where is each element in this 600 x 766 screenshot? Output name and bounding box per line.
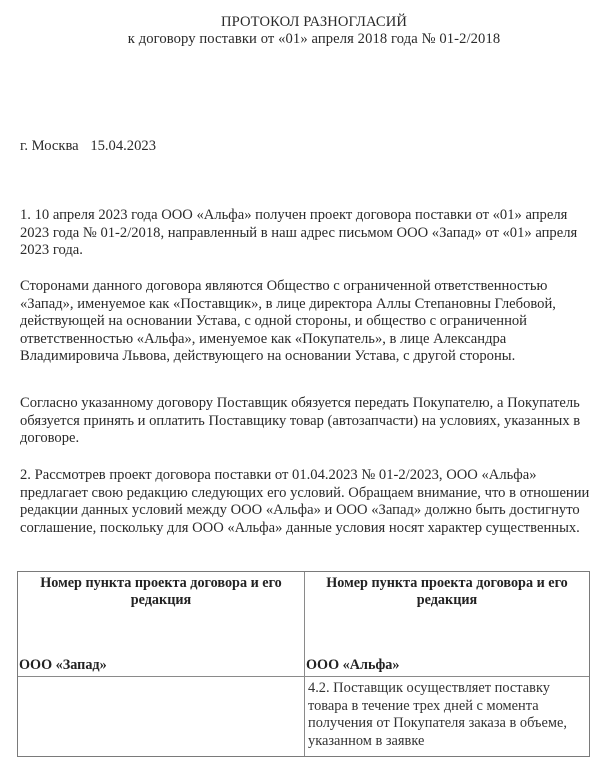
paragraph-receipt: 1. 10 апреля 2023 года ООО «Альфа» получен проект договора поставки от «01» апреля 2023 года № 01-2/2018, направленный в наш адрес письмом ООО «Запад» от «01» апреля 2023 года. <box>20 207 578 258</box>
paragraph-proposal: 2. Рассмотрев проект договора поставки от 01.04.2023 № 01-2/2023, ООО «Альфа» предлагает свою редакцию следующих его условий. Обращаем внимание, что в отношении редакции данных условий между ООО «Альфа» и ООО «Запад» должно быть достигнуто соглашение, поскольку для ООО «Альфа» данные условия носят характер существенных. <box>20 467 590 536</box>
header-party: ООО «Запад» <box>19 656 107 673</box>
paragraph-subject: Согласно указанному договору Поставщик обязуется передать Покупателю, а Покупатель обязуется принять и оплатить Поставщику товар (автозапчасти) на условиях, указанных в договоре. <box>20 395 581 446</box>
table-cell-alfa <box>305 677 589 756</box>
header-party: ООО «Альфа» <box>306 656 400 673</box>
header-cell-zapad <box>18 572 304 676</box>
header-title: Номер пункта проекта договора и его редакция <box>326 575 568 608</box>
header-title: Номер пункта проекта договора и его редакция <box>40 575 282 608</box>
date: 15.04.2023 <box>90 138 156 154</box>
place-and-date <box>20 138 156 156</box>
disagreements-table <box>17 571 590 757</box>
header-cell-alfa <box>305 572 589 676</box>
document-title: ПРОТОКОЛ РАЗНОГЛАСИЙ <box>220 14 408 30</box>
document-subtitle: к договору поставки от «01» апреля 2018 года № 01-2/2018 <box>127 31 501 47</box>
cell-text: 4.2. Поставщик осуществляет поставку товара в течение трех дней с момента получения от Покупателя заказа в объеме, указанном в заявке <box>308 680 567 749</box>
table-cell-zapad <box>18 677 304 756</box>
document-header <box>0 14 600 48</box>
paragraph-parties: Сторонами данного договора являются Общество с ограниченной ответственностью «Запад», именуемое как «Поставщик», в лице директора Аллы Степановны Глебовой, действующей на основании Устава, с одной стороны, и общество с ограниченной ответственностью «Альфа», именуемое как «Покупатель», в лице Александра Владимировича Львова, действующего на основании Устава, с другой стороны. <box>20 278 556 364</box>
place: г. Москва <box>20 138 79 154</box>
